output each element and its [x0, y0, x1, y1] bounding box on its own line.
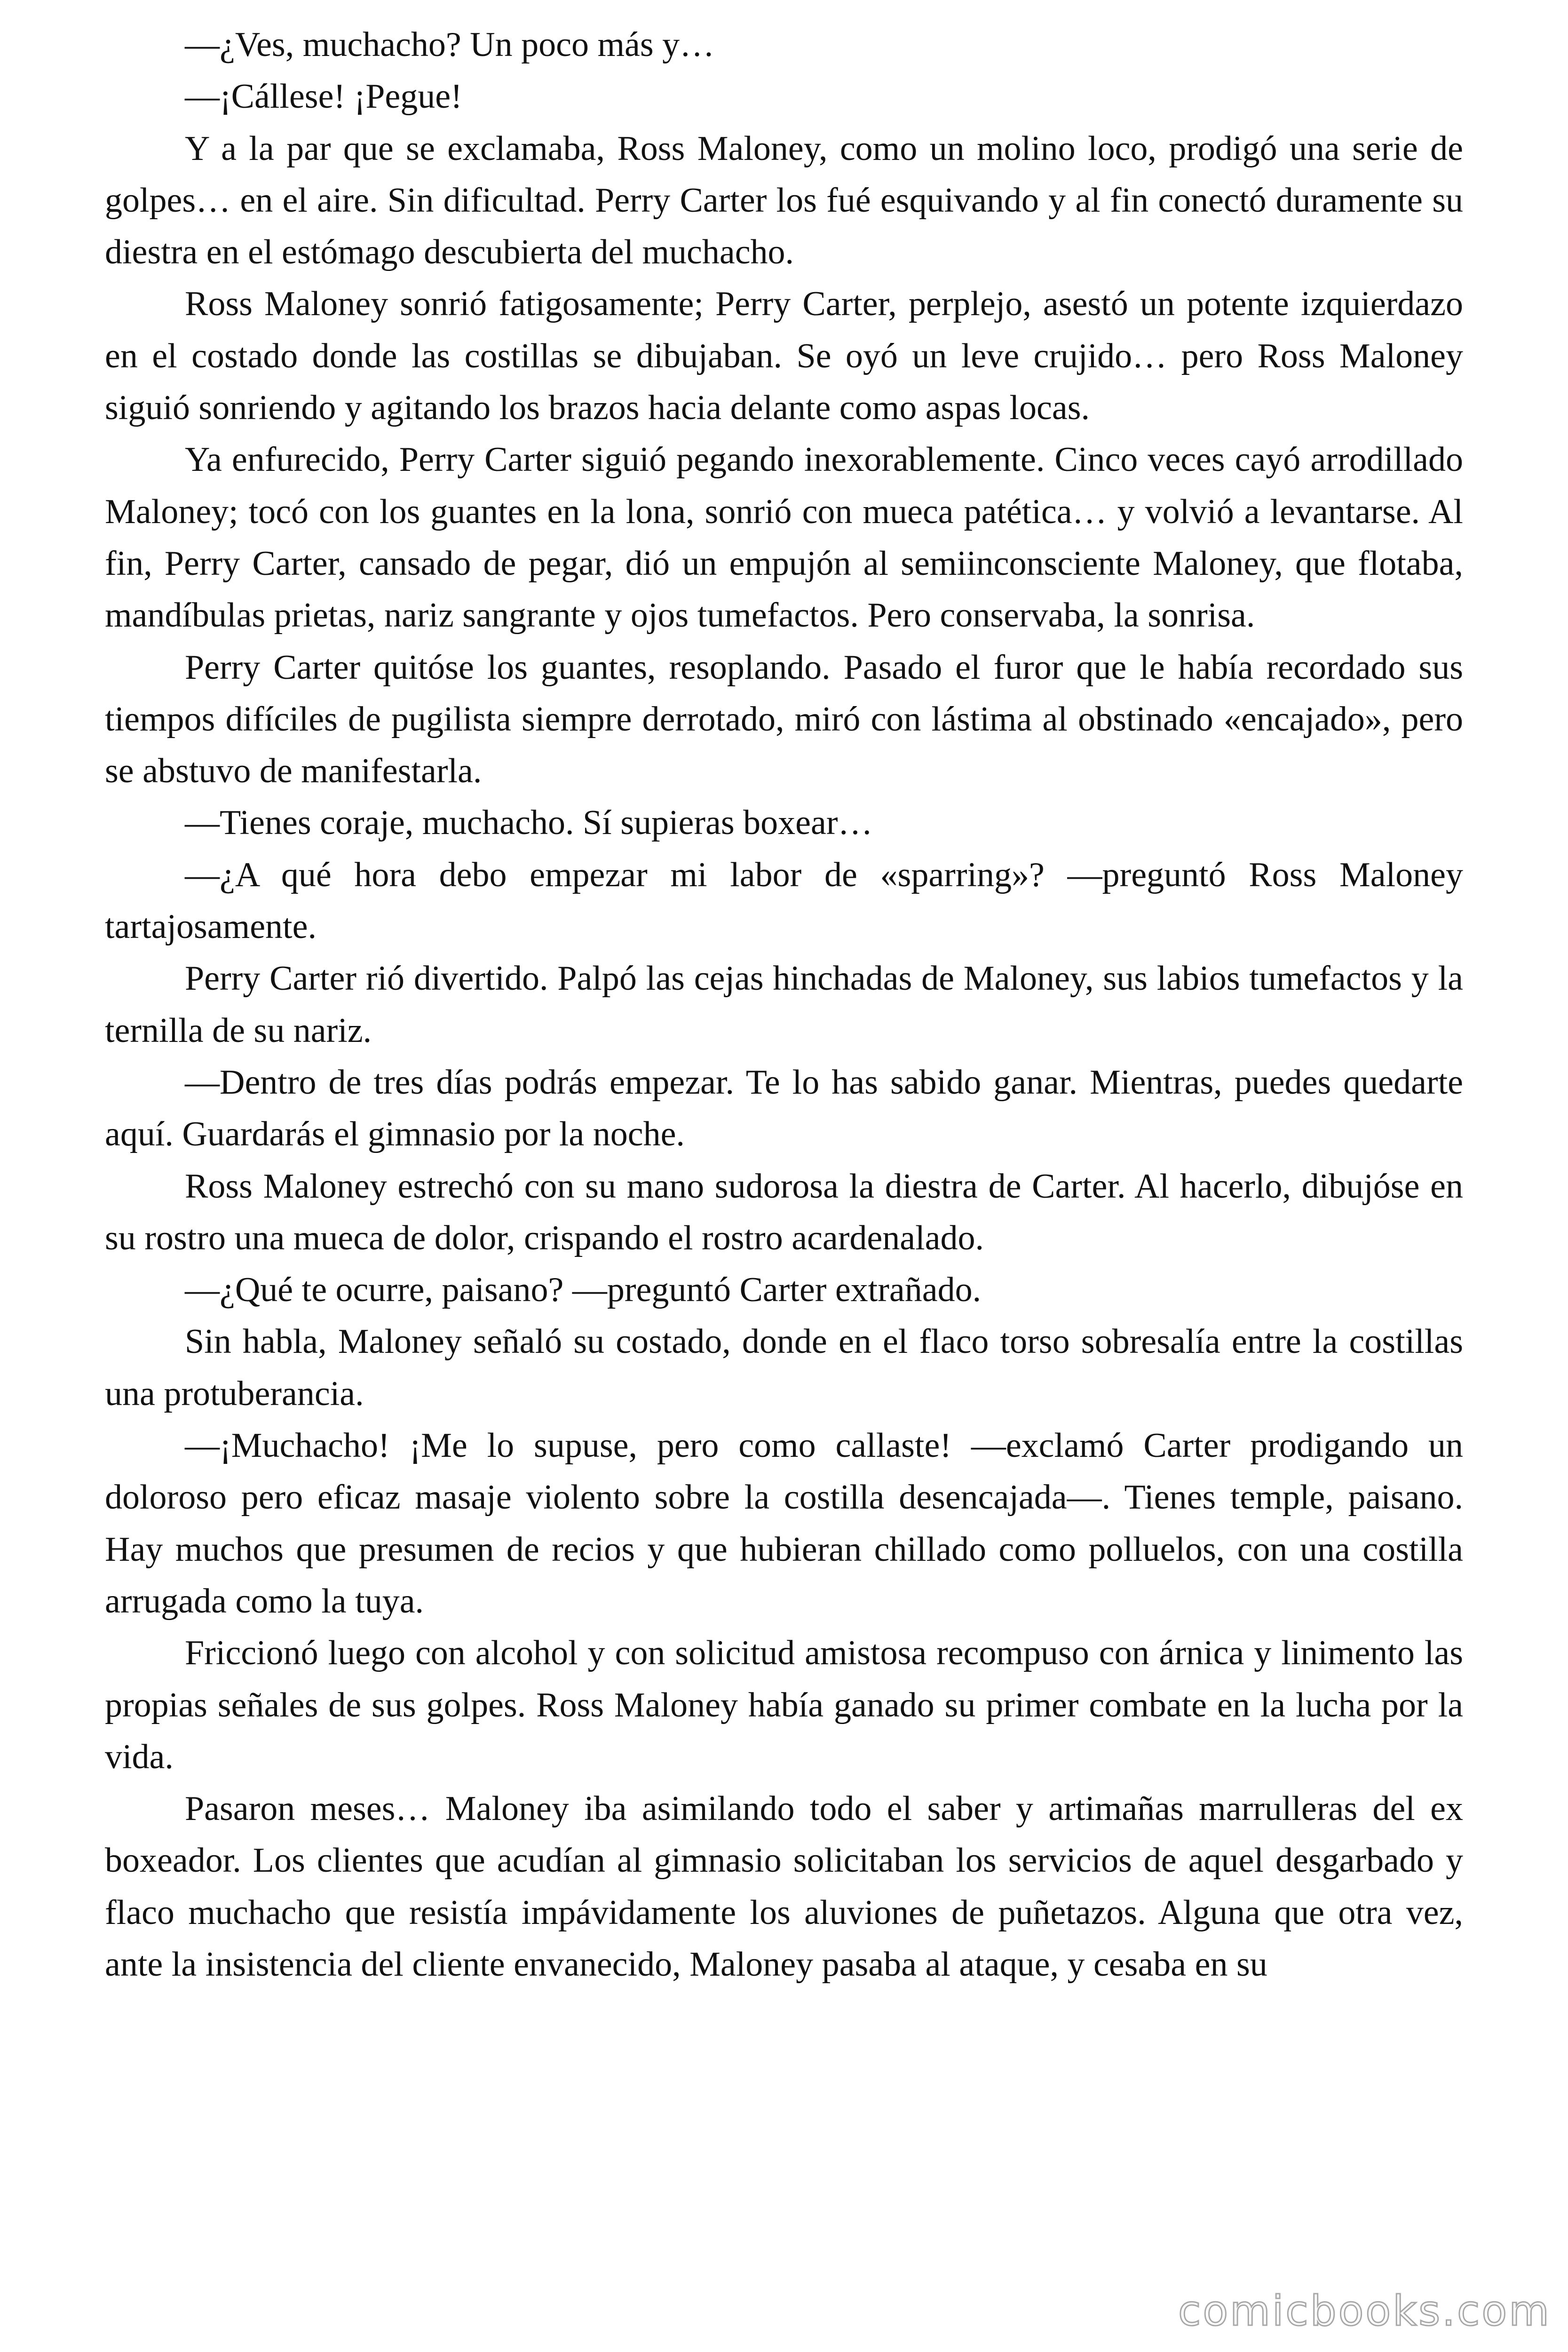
- paragraph: —¿Ves, muchacho? Un poco más y…: [185, 25, 715, 64]
- paragraph: Perry Carter rió divertido. Palpó las cejas hinchadas de Maloney, sus labios tumefactos y la ternilla de su nariz.: [105, 959, 1463, 1050]
- paragraph: —Tienes coraje, muchacho. Sí supieras boxear…: [185, 803, 873, 842]
- page-body: [105, 19, 1463, 2314]
- watermark-logo: comicbooks.com: [1178, 2287, 1551, 2335]
- paragraph: —¡Cállese! ¡Pegue!: [185, 77, 462, 116]
- paragraph: —Dentro de tres días podrás empezar. Te lo has sabido ganar. Mientras, puedes quedarte aquí. Guardarás el gimnasio por la noche.: [105, 1063, 1463, 1154]
- paragraph: —¡Muchacho! ¡Me lo supuse, pero como callaste! —exclamó Carter prodigando un doloroso pero eficaz masaje violento sobre la costilla desencajada—. Tienes temple, paisano. Hay muchos que presumen de recios y que hubieran chillado como polluelos, con una costilla arrugada como la tuya.: [105, 1426, 1463, 1621]
- paragraph: Friccionó luego con alcohol y con solicitud amistosa recompuso con árnica y linimento las propias señales de sus golpes. Ross Maloney había ganado su primer combate en la lucha por la vida.: [105, 1634, 1463, 1776]
- paragraph: Pasaron meses… Maloney iba asimilando todo el saber y artimañas marrulleras del ex boxeador. Los clientes que acudían al gimnasio solicitaban los servicios de aquel desgarbado y flaco muchacho que resistía impávidamente los aluviones de puñetazos. Alguna que otra vez, ante la insistencia del cliente envanecido, Maloney pasaba al ataque, y cesaba en su: [105, 1789, 1463, 1984]
- paragraph: Sin habla, Maloney señaló su costado, donde en el flaco torso sobresalía entre la costillas una protuberancia.: [105, 1322, 1463, 1413]
- paragraph: Ross Maloney estrechó con su mano sudorosa la diestra de Carter. Al hacerlo, dibujóse en su rostro una mueca de dolor, crispando el rostro acardenalado.: [105, 1167, 1463, 1257]
- paragraph: —¿Qué te ocurre, paisano? —preguntó Carter extrañado.: [185, 1271, 982, 1310]
- paragraph: —¿A qué hora debo empezar mi labor de «sparring»? —preguntó Ross Maloney tartajosamente.: [105, 855, 1463, 946]
- paragraph: Ross Maloney sonrió fatigosamente; Perry Carter, perplejo, asestó un potente izquierdazo en el costado donde las costillas se dibujaban. Se oyó un leve crujido… pero Ross Maloney siguió sonriendo y agitando los brazos hacia delante como aspas locas.: [105, 285, 1463, 428]
- paragraph: Perry Carter quitóse los guantes, resoplando. Pasado el furor que le había recordado sus tiempos difíciles de pugilista siempre derrotado, miró con lástima al obstinado «encajado», pero se abstuvo de manifestarla.: [105, 648, 1463, 791]
- paragraph: Y a la par que se exclamaba, Ross Maloney, como un molino loco, prodigó una serie de golpes… en el aire. Sin dificultad. Perry Carter los fué esquivando y al fin conectó duramente su diestra en el estómago descubierta del muchacho.: [105, 129, 1463, 272]
- paragraph: Ya enfurecido, Perry Carter siguió pegando inexorablemente. Cinco veces cayó arrodillado Maloney; tocó con los guantes en la lona, sonrió con mueca patética… y volvió a levantarse. Al fin, Perry Carter, cansado de pegar, dió un empujón al semiinconsciente Maloney, que flotaba, mandíbulas prietas, nariz sangrante y ojos tumefactos. Pero conservaba, la sonrisa.: [105, 440, 1463, 635]
